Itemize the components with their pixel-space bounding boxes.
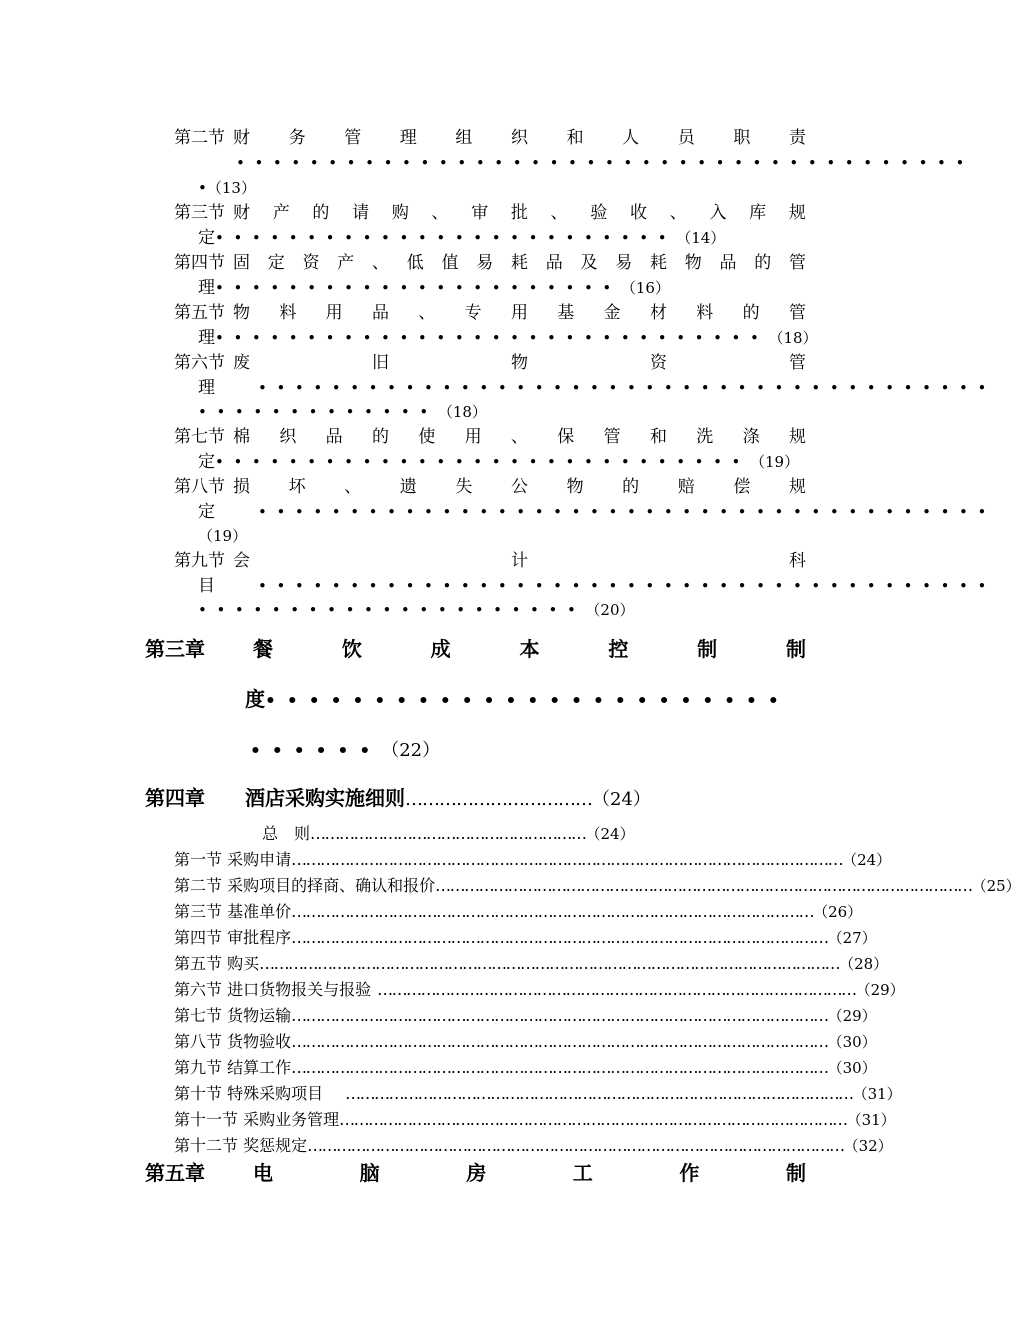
- section-title: 总 则: [262, 824, 311, 843]
- page-number: （18）: [768, 329, 818, 347]
- toc-entry-2-3-cont: [198, 226, 725, 250]
- title-char: 规: [788, 477, 806, 497]
- title-char: 基: [557, 303, 575, 323]
- section-title: 第三节 基准单价: [174, 902, 292, 921]
- title-char: 资: [650, 353, 667, 373]
- title-char: 定: [267, 253, 285, 273]
- title-char: 洗: [696, 427, 714, 447]
- section-prefix: 第四节: [174, 253, 225, 273]
- page-number: （32）: [843, 1137, 893, 1155]
- title-char: 资: [302, 253, 320, 273]
- page-number: （18）: [437, 403, 487, 421]
- page-number: （28）: [839, 955, 889, 973]
- title-char: 易: [476, 253, 494, 273]
- page-number: （30）: [827, 1033, 877, 1051]
- title-char: 房: [466, 1161, 487, 1185]
- chapter-3-page: [250, 734, 440, 766]
- toc-entry-2-8-cont: [198, 500, 215, 524]
- section-title: [233, 301, 806, 325]
- chapter-title: [253, 634, 806, 664]
- title-char: 赔: [677, 477, 695, 497]
- title-char: 职: [733, 128, 751, 148]
- title-char: 控: [608, 637, 629, 661]
- title-char: 、: [431, 203, 449, 223]
- section-title-cont: 理: [198, 278, 215, 298]
- title-char: 库: [749, 203, 767, 223]
- chapter-3-heading[interactable]: [145, 634, 806, 664]
- title-char: 用: [464, 427, 482, 447]
- title-char: 耗: [650, 253, 667, 273]
- title-char: 金: [603, 303, 621, 323]
- title-char: 品: [371, 303, 389, 323]
- title-char: 和: [566, 128, 584, 148]
- title-char: 料: [696, 303, 714, 323]
- title-char: 织: [279, 427, 297, 447]
- section-prefix: 第三节: [174, 203, 225, 223]
- title-char: 管: [344, 128, 362, 148]
- section-title: 第八节 货物验收: [174, 1032, 292, 1051]
- chapter-title-cont: 度: [245, 687, 265, 711]
- page-number: （31）: [852, 1085, 902, 1103]
- toc-entry-4-9[interactable]: [174, 1055, 1021, 1081]
- toc-entry-2-5[interactable]: [174, 301, 806, 325]
- leader-dots: ……………………………: [405, 789, 592, 810]
- leader-dots: …………………………………………………………………………………………………: [307, 1136, 844, 1155]
- leader-dots: ……………………………………………………………………………………………………: [291, 850, 843, 869]
- title-char: 料: [279, 303, 297, 323]
- toc-entry-2-6-page: [198, 400, 487, 424]
- section-title-cont: 定: [198, 228, 215, 248]
- title-char: 责: [788, 128, 806, 148]
- toc-entry-4-8[interactable]: [174, 1029, 1021, 1055]
- title-char: 计: [511, 551, 528, 571]
- toc-entry-4-12[interactable]: [174, 1133, 1021, 1159]
- title-char: 的: [622, 477, 640, 497]
- toc-entry-2-8-page: [198, 524, 247, 548]
- section-title: 第十节 特殊采购项目: [174, 1084, 324, 1103]
- title-char: 批: [510, 203, 528, 223]
- title-char: 员: [677, 128, 695, 148]
- section-title: [233, 549, 806, 573]
- page-number: （30）: [827, 1059, 877, 1077]
- chapter-prefix: 第三章: [145, 637, 205, 661]
- title-char: 、: [510, 427, 528, 447]
- leader-dots: ………………………………………………………………………………………………: [291, 902, 814, 921]
- leader-dots: ••••••••••••••••••••••••••••••••••••••••: [258, 379, 996, 397]
- leader-dots: ……………………………………………………………………………………………: [345, 1084, 853, 1103]
- section-title-cont: 定: [198, 502, 215, 522]
- title-char: 和: [649, 427, 667, 447]
- section-title: [233, 425, 806, 449]
- title-char: 购: [391, 203, 409, 223]
- title-char: 人: [622, 128, 640, 148]
- title-char: 审: [471, 203, 489, 223]
- chapter-4-section-list: [174, 847, 1021, 1159]
- title-char: 收: [630, 203, 648, 223]
- title-char: 品: [545, 253, 563, 273]
- title-char: 物: [233, 303, 250, 323]
- title-char: 公: [510, 477, 528, 497]
- toc-entry-2-3[interactable]: [174, 201, 806, 225]
- title-char: 制: [785, 637, 806, 661]
- title-char: 涤: [742, 427, 760, 447]
- title-char: 制: [697, 637, 718, 661]
- section-title: 第十二节 奖惩规定: [174, 1136, 308, 1155]
- leader-dots: •••••••••••••: [198, 403, 438, 421]
- title-char: 财: [233, 203, 250, 223]
- leader-dots: ••••••••••••••••••••••••: [265, 691, 790, 711]
- title-char: 固: [233, 253, 250, 273]
- title-char: 棉: [233, 427, 250, 447]
- title-char: 本: [519, 637, 540, 661]
- toc-entry-4-general[interactable]: [262, 822, 635, 846]
- chapter-title: 酒店采购实施细则: [245, 786, 405, 810]
- title-char: 用: [325, 303, 343, 323]
- leader-dots: ••••••••••••••••••••••: [215, 279, 621, 297]
- title-char: 、: [344, 477, 362, 497]
- title-char: 物: [511, 353, 528, 373]
- toc-entry-2-6[interactable]: [174, 351, 806, 375]
- title-char: 、: [550, 203, 568, 223]
- toc-entry-2-9-cont: [198, 574, 215, 598]
- toc-entry-2-4[interactable]: [174, 251, 806, 275]
- title-char: 品: [719, 253, 737, 273]
- leader-dots: ••••••••••••••••••••••••••••••••••••••••: [236, 154, 974, 172]
- section-title: 第六节 进口货物报关与报验: [174, 980, 372, 999]
- section-title-cont: 理: [198, 378, 215, 398]
- section-title: 第四节 审批程序: [174, 928, 292, 947]
- toc-entry-2-7[interactable]: [174, 425, 806, 449]
- title-char: 脑: [359, 1161, 380, 1185]
- title-char: 织: [510, 128, 528, 148]
- section-title: 第九节 结算工作: [174, 1058, 292, 1077]
- section-prefix: 第七节: [174, 427, 225, 447]
- title-char: 材: [649, 303, 667, 323]
- section-title-cont: 定: [198, 452, 215, 472]
- title-char: 规: [788, 427, 806, 447]
- title-char: 工: [572, 1161, 593, 1185]
- toc-entry-4-10[interactable]: [174, 1081, 1021, 1107]
- leader-dots: •••••••••••••••••••••: [198, 601, 586, 619]
- leader-dots: …………………………………………………………………………………………………: [291, 928, 828, 947]
- section-title: [233, 251, 806, 275]
- section-title: [233, 201, 806, 225]
- section-prefix: 第二节: [174, 128, 225, 148]
- page-number: （31）: [846, 1111, 896, 1129]
- toc-entry-4-5[interactable]: [174, 951, 1021, 977]
- title-char: 验: [590, 203, 608, 223]
- title-char: 产: [272, 203, 290, 223]
- section-title: [233, 351, 806, 375]
- title-char: 务: [288, 128, 306, 148]
- title-char: 管: [603, 427, 621, 447]
- section-title: 第十一节 采购业务管理: [174, 1110, 340, 1129]
- leader-dots: ……………………………………………………………………………………………: [339, 1110, 847, 1129]
- toc-entry-4-4[interactable]: [174, 925, 1021, 951]
- chapter-5-heading[interactable]: [145, 1158, 806, 1188]
- chapter-3-cont: [245, 684, 790, 716]
- page-number: （24）: [585, 825, 635, 843]
- title-char: 物: [566, 477, 584, 497]
- page-number: （22）: [381, 740, 441, 761]
- title-char: 易: [615, 253, 633, 273]
- page-number: （27）: [827, 929, 877, 947]
- section-title-cont: 目: [198, 576, 215, 596]
- title-char: 废: [233, 353, 250, 373]
- toc-entry-4-6[interactable]: [174, 977, 1021, 1003]
- leader-dots: •••••••••••••••••••••••••••••: [215, 453, 750, 471]
- toc-entry-2-2[interactable]: [174, 126, 806, 150]
- section-prefix: 第九节: [174, 551, 225, 571]
- title-char: 、: [372, 253, 389, 273]
- toc-entry-2-2-page: •（13）: [198, 179, 256, 197]
- toc-entry-4-3[interactable]: [174, 899, 1021, 925]
- title-char: 值: [441, 253, 459, 273]
- page-number: （14）: [676, 229, 726, 247]
- leader-dots: ••••••••••••••••••••••••••••••••••••••••: [258, 577, 996, 595]
- leader-dots: ••••••••••••••••••••••••••••••: [215, 329, 769, 347]
- chapter-title: [253, 1158, 806, 1188]
- section-title: [233, 126, 806, 150]
- section-prefix: 第八节: [174, 477, 225, 497]
- title-char: 饮: [341, 637, 362, 661]
- section-title: 第七节 货物运输: [174, 1006, 292, 1025]
- title-char: 的: [312, 203, 330, 223]
- chapter-prefix: 第五章: [145, 1161, 205, 1185]
- leader-dots: …………………………………………………………………………………………………: [291, 1006, 828, 1025]
- section-title-cont: 理: [198, 328, 215, 348]
- page-number: （25）: [971, 877, 1021, 895]
- section-title: [233, 475, 806, 499]
- page-number: （19）: [749, 453, 800, 471]
- toc-entry-2-5-cont: [198, 326, 818, 350]
- page-number: （19）: [198, 527, 248, 545]
- title-char: 制: [785, 1161, 806, 1185]
- title-char: 、: [418, 303, 436, 323]
- leader-dots: ………………………………………………………………………………………: [377, 980, 856, 999]
- toc-entry-4-2[interactable]: [174, 873, 1021, 899]
- toc-entry-2-9[interactable]: [174, 549, 806, 573]
- leader-dots: …………………………………………………: [310, 824, 586, 843]
- page-number: （29）: [855, 981, 905, 999]
- title-char: 管: [789, 353, 806, 373]
- title-char: 组: [455, 128, 473, 148]
- leader-dots: •••••••••••••••••••••••••: [215, 229, 677, 247]
- title-char: 餐: [253, 637, 273, 661]
- title-char: 管: [789, 253, 806, 273]
- title-char: 理: [399, 128, 417, 148]
- leader-dots: …………………………………………………………………………………………………: [435, 876, 972, 895]
- title-char: 管: [788, 303, 806, 323]
- title-char: 低: [406, 253, 424, 273]
- toc-entry-2-6-cont: [198, 376, 215, 400]
- title-char: 科: [789, 551, 806, 571]
- chapter-4-heading[interactable]: [145, 783, 651, 815]
- leader-dots: …………………………………………………………………………………………………: [291, 1032, 828, 1051]
- chapter-prefix: 第四章: [145, 786, 205, 810]
- toc-entry-2-8[interactable]: [174, 475, 806, 499]
- toc-entry-4-1[interactable]: [174, 847, 1021, 873]
- title-char: 专: [464, 303, 482, 323]
- toc-entry-4-7[interactable]: [174, 1003, 1021, 1029]
- title-char: 及: [580, 253, 598, 273]
- toc-entry-2-4-cont: [198, 276, 670, 300]
- title-char: 会: [233, 551, 250, 571]
- title-char: 的: [742, 303, 760, 323]
- title-char: 成: [430, 637, 451, 661]
- title-char: 使: [418, 427, 436, 447]
- leader-dots: …………………………………………………………………………………………………………: [259, 954, 840, 973]
- page-number: （29）: [827, 1007, 877, 1025]
- title-char: 耗: [511, 253, 528, 273]
- section-title: 第一节 采购申请: [174, 850, 292, 869]
- title-char: 用: [510, 303, 528, 323]
- title-char: 入: [709, 203, 727, 223]
- title-char: 产: [337, 253, 355, 273]
- page-number: （24）: [592, 789, 651, 810]
- toc-entry-2-7-cont: [198, 450, 799, 474]
- title-char: 的: [371, 427, 389, 447]
- title-char: 、: [669, 203, 687, 223]
- title-char: 偿: [733, 477, 751, 497]
- title-char: 的: [754, 253, 772, 273]
- title-char: 物: [684, 253, 702, 273]
- leader-dots: ••••••: [250, 741, 382, 761]
- toc-entry-4-11[interactable]: [174, 1107, 1021, 1133]
- section-title: 第二节 采购项目的择商、确认和报价: [174, 876, 436, 895]
- title-char: 电: [253, 1161, 273, 1185]
- section-prefix: 第六节: [174, 353, 225, 373]
- title-char: 失: [455, 477, 473, 497]
- page-number: （24）: [842, 851, 892, 869]
- title-char: 财: [233, 128, 250, 148]
- title-char: 坏: [288, 477, 306, 497]
- page-number: （26）: [813, 903, 863, 921]
- leader-dots: …………………………………………………………………………………………………: [291, 1058, 828, 1077]
- title-char: 损: [233, 477, 250, 497]
- page-number: （16）: [620, 279, 670, 297]
- title-char: 旧: [372, 353, 389, 373]
- page-number: （20）: [585, 601, 635, 619]
- leader-dots: ••••••••••••••••••••••••••••••••••••••••: [258, 503, 996, 521]
- section-prefix: 第五节: [174, 303, 225, 323]
- title-char: 保: [557, 427, 575, 447]
- page-number: （13）: [206, 179, 256, 197]
- toc-entry-2-9-page: [198, 598, 635, 622]
- title-char: 请: [352, 203, 370, 223]
- title-char: 品: [325, 427, 343, 447]
- title-char: 规: [788, 203, 806, 223]
- title-char: 遗: [399, 477, 417, 497]
- title-char: 作: [679, 1161, 700, 1185]
- section-title: 第五节 购买: [174, 954, 260, 973]
